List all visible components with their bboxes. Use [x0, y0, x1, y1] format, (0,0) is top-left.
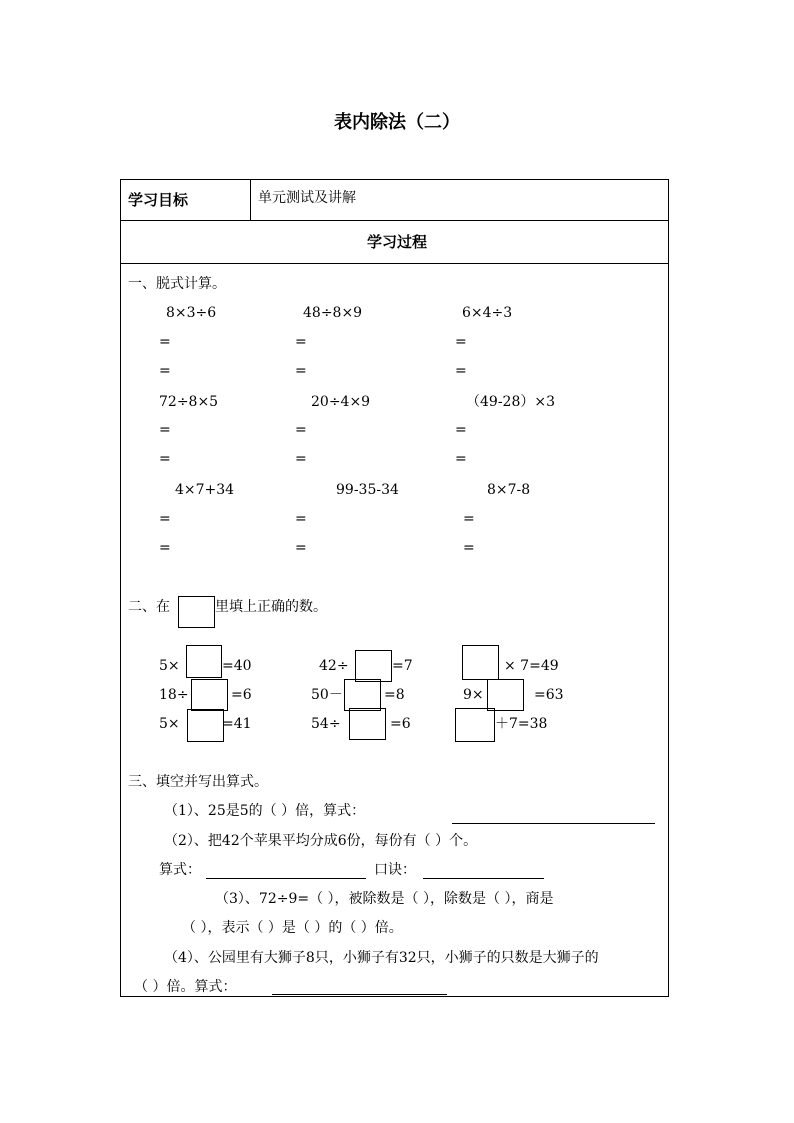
- answer-line[interactable]: [206, 878, 366, 879]
- equation-part: 42÷: [319, 658, 349, 674]
- objective-content: 单元测试及讲解: [258, 190, 356, 206]
- table-divider: [120, 263, 668, 264]
- equals-sign: =: [455, 363, 467, 379]
- answer-box[interactable]: [355, 650, 392, 682]
- equals-sign: =: [455, 451, 467, 467]
- expression: 99-35-34: [336, 482, 399, 498]
- equation-part: =63: [534, 687, 564, 703]
- equation-part: 50－: [311, 687, 343, 703]
- answer-box[interactable]: [187, 709, 224, 742]
- section2-heading-end: 里填上正确的数。: [215, 599, 327, 615]
- expression: 8×7-8: [487, 482, 531, 498]
- equals-sign: =: [159, 511, 171, 527]
- equals-sign: =: [463, 511, 475, 527]
- question-4: （4）、公园里有大狮子8只，小狮子有32只，小狮子的只数是大狮子的: [164, 950, 599, 966]
- process-heading: 学习过程: [366, 233, 427, 251]
- equation-part: 54÷: [311, 716, 341, 732]
- question-4-continued: （ ）倍。算式：: [134, 979, 237, 995]
- equals-sign: =: [295, 511, 307, 527]
- mnemonic-label: 口诀：: [374, 862, 416, 878]
- answer-line[interactable]: [272, 994, 447, 995]
- section3-heading: 三、填空并写出算式。: [128, 774, 268, 790]
- equals-sign: =: [455, 422, 467, 438]
- equation-part: 5×: [159, 716, 180, 732]
- equation-part: 5×: [159, 658, 180, 674]
- answer-box[interactable]: [462, 645, 499, 680]
- equation-part: × 7=49: [504, 658, 559, 674]
- expression: 6×4÷3: [462, 305, 513, 321]
- equals-sign: =: [463, 540, 475, 556]
- objective-label: 学习目标: [128, 191, 189, 209]
- sample-answer-box: [178, 596, 215, 628]
- answer-line[interactable]: [452, 823, 655, 824]
- table-divider: [250, 179, 251, 221]
- answer-box[interactable]: [487, 679, 524, 711]
- equals-sign: =: [295, 451, 307, 467]
- equation-part: =8: [384, 687, 405, 703]
- question-3: （3）、72÷9=（ ），被除数是（ ），除数是（ ），商是: [215, 891, 554, 907]
- expression: 4×7+34: [175, 482, 235, 498]
- equals-sign: =: [159, 540, 171, 556]
- answer-line[interactable]: [423, 878, 544, 879]
- question-2: （2）、把42个苹果平均分成6份，每份有（ ）个。: [164, 833, 478, 849]
- answer-box[interactable]: [455, 708, 495, 742]
- section1-heading: 一、脱式计算。: [128, 276, 226, 292]
- answer-box[interactable]: [349, 708, 386, 740]
- equals-sign: =: [159, 422, 171, 438]
- answer-box[interactable]: [186, 645, 222, 678]
- equation-part: =6: [390, 716, 411, 732]
- expression: 8×3÷6: [166, 305, 217, 321]
- equation-part: =7: [392, 658, 413, 674]
- question-3-continued: （ ），表示（ ）是（ ）的（ ）倍。: [182, 920, 403, 936]
- equation-part: ＋7=38: [495, 716, 548, 732]
- table-divider: [120, 220, 668, 221]
- equals-sign: =: [159, 334, 171, 350]
- equals-sign: =: [295, 422, 307, 438]
- equals-sign: =: [295, 363, 307, 379]
- equation-part: =41: [222, 716, 252, 732]
- equals-sign: =: [159, 451, 171, 467]
- equation-part: 18÷: [159, 687, 189, 703]
- expression: 72÷8×5: [159, 394, 219, 410]
- equation-part: =40: [222, 658, 252, 674]
- expression: 20÷4×9: [311, 394, 371, 410]
- equals-sign: =: [159, 363, 171, 379]
- equals-sign: =: [295, 540, 307, 556]
- question-1: （1）、25是5的（ ）倍，算式：: [164, 803, 366, 819]
- equation-part: =6: [231, 687, 252, 703]
- equals-sign: =: [455, 334, 467, 350]
- expression: （49-28）×3: [466, 394, 555, 410]
- page-title: 表内除法（二）: [334, 112, 460, 133]
- formula-label: 算式：: [159, 862, 201, 878]
- section2-heading-start: 二、在: [128, 599, 170, 615]
- equation-part: 9×: [463, 687, 484, 703]
- expression: 48÷8×9: [303, 305, 363, 321]
- answer-box[interactable]: [191, 679, 228, 711]
- equals-sign: =: [295, 334, 307, 350]
- answer-box[interactable]: [344, 679, 381, 711]
